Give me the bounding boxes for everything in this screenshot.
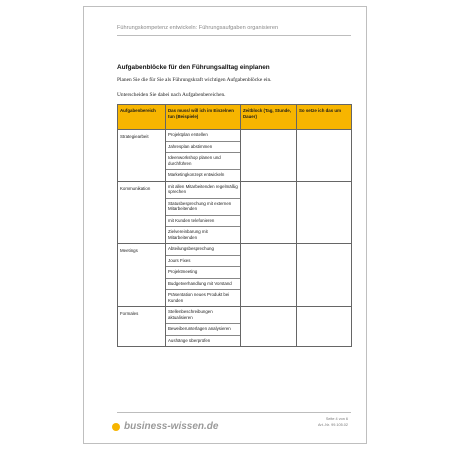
page-title: Aufgabenblöcke für den Führungsalltag einplanen <box>117 64 270 71</box>
tasks-cell <box>166 130 241 182</box>
timeblock-cell[interactable] <box>241 181 297 244</box>
table-row <box>118 244 352 307</box>
task-item: mit allen Mitarbeitenden regelmäßig sprechen <box>166 182 240 199</box>
table-header-row <box>118 105 352 130</box>
task-item: Projektplan erstellen <box>166 130 240 142</box>
intro-text-1: Planen Sie die für Sie als Führungskraft wichtigen Aufgabenblöcke ein. <box>117 77 272 83</box>
header-divider <box>117 35 351 36</box>
implementation-cell[interactable] <box>297 181 352 244</box>
article-number: Art.-Nr. 99.105.02 <box>318 422 348 427</box>
task-item: Budgetverhandlung mit Vorstand <box>166 279 240 291</box>
timeblock-cell[interactable] <box>241 130 297 182</box>
timeblock-cell[interactable] <box>241 307 297 347</box>
task-item: Zielvereinbarung mit Mitarbeitenden <box>168 229 208 240</box>
footer-divider <box>117 412 351 413</box>
column-header-area: Aufgabenbereich <box>118 105 166 130</box>
area-cell: Strategiearbeit <box>118 130 166 182</box>
task-item: Jahresplan abstimmen <box>166 142 240 154</box>
task-item: Jours Fixes <box>166 256 240 268</box>
implementation-cell[interactable] <box>297 244 352 307</box>
task-item: Beweiberunterlagen analysieren <box>166 324 240 336</box>
task-item: Präsentation neues Produkt bei Kunden <box>168 292 230 303</box>
logo-dot-icon <box>112 423 120 431</box>
table-row <box>118 307 352 347</box>
task-item: Projektmeeting <box>166 267 240 279</box>
implementation-cell[interactable] <box>297 130 352 182</box>
task-item: Abteilungsbesprechung <box>166 244 240 256</box>
task-planning-table <box>117 104 352 347</box>
tasks-cell <box>166 181 241 244</box>
column-header-timeblock: Zeitblock (Tag, Stunde, Dauer) <box>241 105 297 130</box>
task-item: Stellenbeschreibungen aktualisieren <box>166 307 240 324</box>
table-row <box>118 130 352 182</box>
intro-text-2: Unterscheiden Sie dabei nach Aufgabenbereichen. <box>117 92 226 98</box>
page-info <box>318 417 348 428</box>
area-cell: Meetings <box>118 244 166 307</box>
document-page <box>83 6 367 444</box>
business-wissen-logo <box>112 421 218 432</box>
task-item: mit Kunden telefonieren <box>166 216 240 228</box>
page-number: Seite 4 von 6 <box>325 417 348 421</box>
implementation-cell[interactable] <box>297 307 352 347</box>
tasks-cell <box>166 244 241 307</box>
table-row <box>118 181 352 244</box>
timeblock-cell[interactable] <box>241 244 297 307</box>
logo-text: business-wissen.de <box>124 421 219 432</box>
document-header: Führungskompetenz entwickeln: Führungsaufgaben organisieren <box>117 25 279 31</box>
area-cell: Kommunikation <box>118 181 166 244</box>
column-header-implementation: So setze ich das um <box>297 105 352 130</box>
task-item: Aushänge überprüfen <box>168 337 211 343</box>
tasks-cell <box>166 307 241 347</box>
area-cell: Formales <box>118 307 166 347</box>
task-item: Statusbesprechung mit externen Mitarbeitenden <box>166 199 240 216</box>
column-header-tasks: Das muss/ will ich im Einzelnen tun (Beispiele) <box>166 105 241 130</box>
task-item: Ideenworkshop planen und durchführen <box>166 153 240 170</box>
task-item: Marketingkonzept entwickeln <box>168 172 225 177</box>
